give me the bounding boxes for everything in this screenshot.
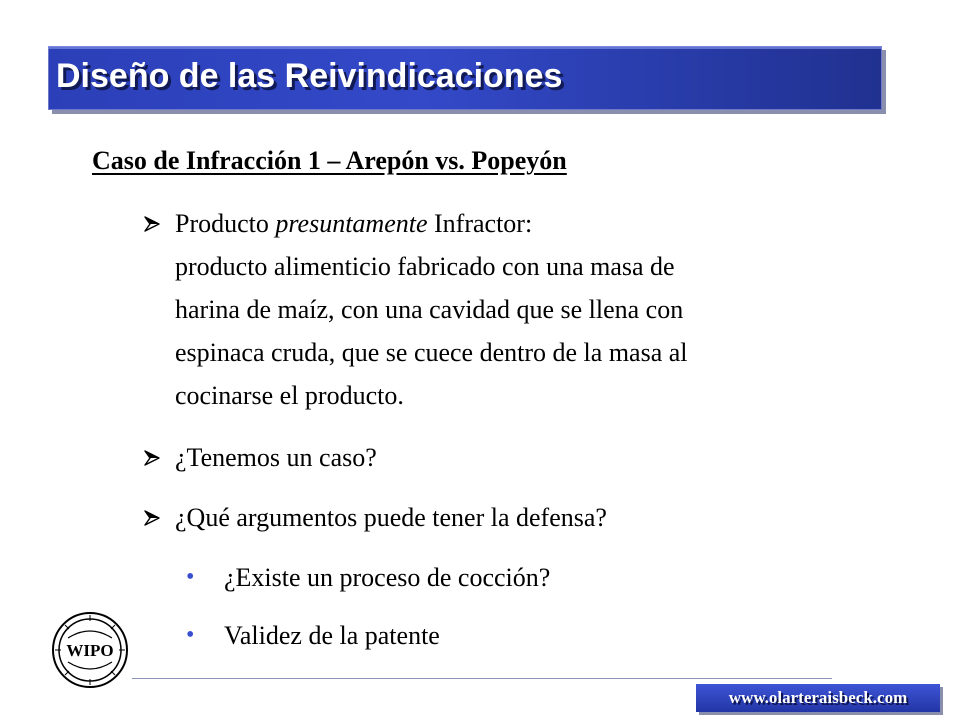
website-link[interactable]: www.olarteraisbeck.com — [696, 684, 940, 712]
wipo-seal-logo — [50, 610, 130, 690]
bullet-1-emphasis: presuntamente — [275, 209, 428, 238]
arrowhead-bullet-icon — [142, 214, 162, 234]
dot-bullet-icon: • — [186, 622, 195, 648]
bullet-1-line-2: producto alimenticio fabricado con una masa de — [175, 252, 675, 281]
bullet-1-line-3: harina de maíz, con una cavidad que se llena con — [175, 295, 684, 324]
bullet-1-line-1 — [175, 202, 532, 245]
footer-divider — [132, 678, 832, 679]
bullet-1-line-4: espinaca cruda, que se cuece dentro de la masa al — [175, 338, 688, 367]
arrowhead-bullet-icon — [142, 508, 162, 528]
logo-wordmark: WIPO — [66, 641, 114, 660]
arrowhead-bullet-icon — [142, 448, 162, 468]
case-heading: Caso de Infracción 1 – Arepón vs. Popeyón — [92, 146, 567, 175]
bullet-2: ¿Tenemos un caso? — [175, 443, 377, 472]
title-banner — [48, 46, 882, 110]
sub-bullet-1: ¿Existe un proceso de cocción? — [224, 563, 551, 592]
bullet-3: ¿Qué argumentos puede tener la defensa? — [175, 503, 607, 532]
sub-bullet-2: Validez de la patente — [224, 621, 440, 650]
bullet-1-line-1-post: Infractor: — [427, 209, 533, 238]
dot-bullet-icon: • — [186, 564, 195, 590]
bullet-1-line-5: cocinarse el producto. — [175, 381, 404, 410]
bullet-1-line-1-pre: Producto — [175, 209, 276, 238]
slide-title: Diseño de las Reivindicaciones — [56, 57, 563, 95]
